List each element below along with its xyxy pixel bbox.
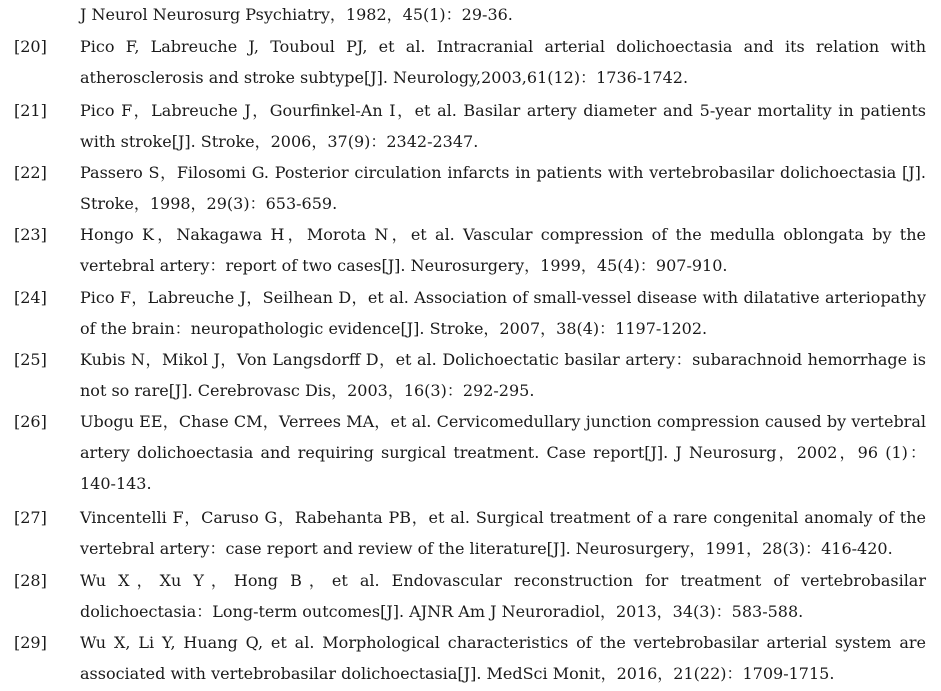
reference-item — [14, 344, 926, 406]
reference-text: Kubis N，Mikol J，Von Langsdorff D，et al. Dolichoectatic basilar artery：subarachnoid hemorrhage is not so rare[J]. Cerebrovasc Dis，2003，16(3)：292-295. — [80, 350, 926, 400]
reference-text: Wu X, Li Y, Huang Q, et al. Morphological characteristics of the vertebrobasilar arterial system are associated with vertebrobasilar dolichoectasia[J]. MedSci Monit，2016，21(22)：1709-1715. — [80, 633, 926, 683]
reference-number: [27] — [14, 508, 47, 527]
reference-text: Pico F，Labreuche J，Gourfinkel-An I，et al. Basilar artery diameter and 5-year mortality in patients with stroke[J]. Stroke，2006，37(9)：2342-2347. — [80, 101, 926, 151]
reference-number: [23] — [14, 225, 47, 244]
reference-number: [28] — [14, 571, 47, 590]
reference-text: Wu X，Xu Y，Hong B，et al. Endovascular reconstruction for treatment of vertebrobasilar dolichoectasia：Long-term outcomes[J]. AJNR Am J Neuroradiol，2013，34(3)：583-588. — [80, 571, 926, 621]
reference-number: [26] — [14, 412, 47, 431]
reference-number: [20] — [14, 37, 47, 56]
reference-text: Passero S，Filosomi G. Posterior circulation infarcts in patients with vertebrobasilar dolichoectasia [J]. Stroke，1998，29(3)：653-659. — [80, 163, 926, 213]
reference-item — [14, 157, 926, 219]
reference-item — [14, 219, 926, 281]
reference-text: Pico F, Labreuche J, Touboul PJ, et al. Intracranial arterial dolichoectasia and its relation with atherosclerosis and stroke subtype[J]. Neurology,2003,61(12)：1736-1742. — [80, 37, 926, 87]
reference-text: Vincentelli F，Caruso G，Rabehanta PB，et al. Surgical treatment of a rare congenital anomaly of the vertebral artery：case report and review of the literature[J]. Neurosurgery，1991，28(3)：416-420. — [80, 508, 926, 558]
reference-item — [14, 95, 926, 157]
reference-item — [14, 282, 926, 344]
reference-item — [14, 565, 926, 627]
reference-item — [14, 31, 926, 93]
reference-item — [14, 406, 926, 499]
reference-number: [24] — [14, 288, 47, 307]
reference-item — [14, 502, 926, 564]
reference-text: Hongo K，Nakagawa H，Morota N，et al. Vascular compression of the medulla oblongata by the vertebral artery：report of two cases[J]. Neurosurgery，1999，45(4)：907-910. — [80, 225, 926, 275]
reference-item — [14, 627, 926, 689]
reference-number: [29] — [14, 633, 47, 652]
reference-number: [21] — [14, 101, 47, 120]
reference-continuation: J Neurol Neurosurg Psychiatry，1982，45(1)：29-36. — [80, 5, 513, 24]
reference-number: [25] — [14, 350, 47, 369]
reference-number: [22] — [14, 163, 47, 182]
reference-text: Pico F，Labreuche J，Seilhean D，et al. Association of small-vessel disease with dilatative arteriopathy of the brain：neuropathologic evidence[J]. Stroke，2007，38(4)：1197-1202. — [80, 288, 926, 338]
reference-text: Ubogu EE，Chase CM，Verrees MA，et al. Cervicomedullary junction compression caused by vertebral artery dolichoectasia and requiring surgical treatment. Case report[J]. J Neurosurg，2002，96 (1)：140-143. — [80, 412, 926, 493]
